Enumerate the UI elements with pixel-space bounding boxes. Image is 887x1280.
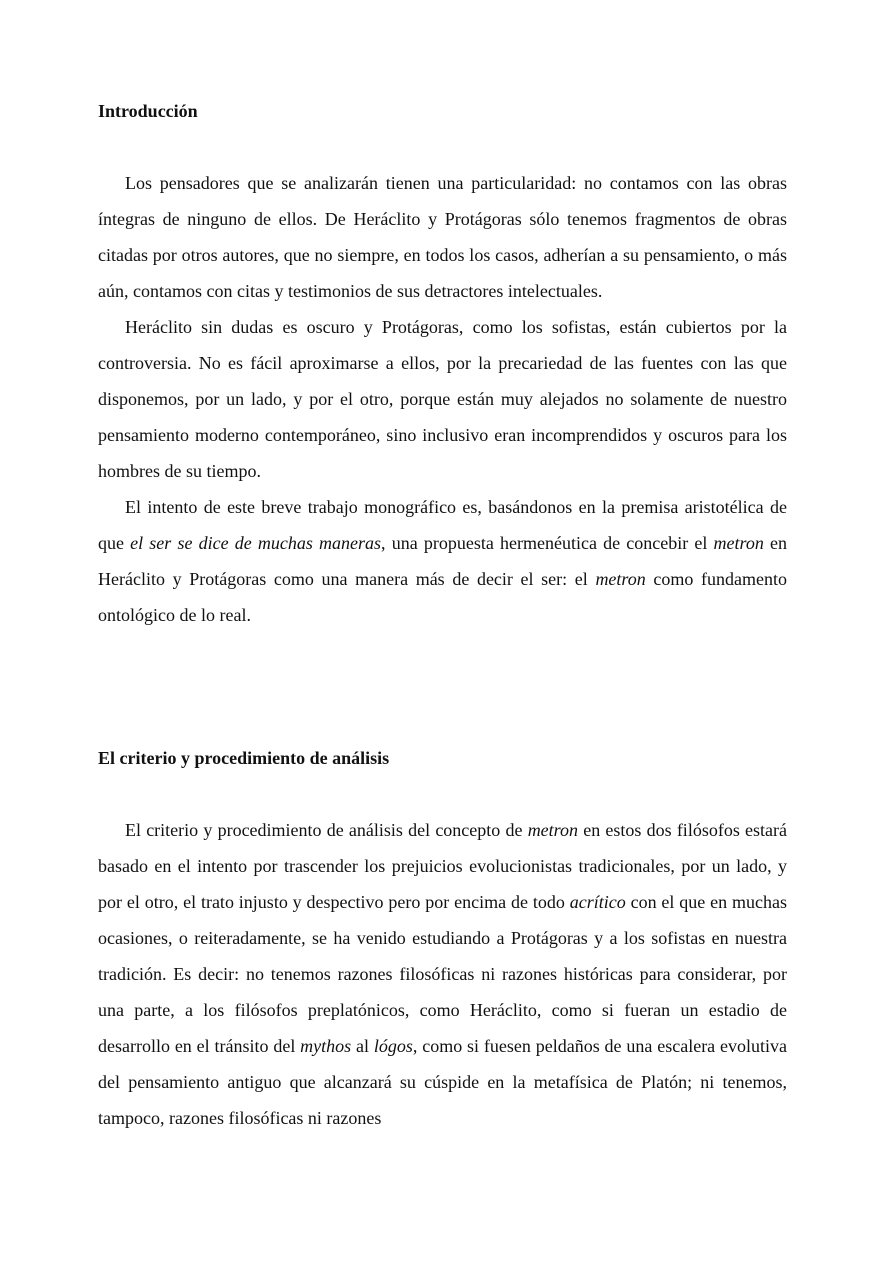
text-run: El criterio y procedimiento de análisis del concepto de	[125, 820, 528, 840]
italic-term: el ser se dice de muchas maneras	[130, 533, 382, 553]
text-run: , como si fuesen peldaños de una escalera evolutiva del pensamiento antiguo que alcanzará su cúspide en la metafísica de Platón; ni tenemos, tampoco, razones filosóficas ni razones	[98, 1036, 787, 1128]
italic-term: metron	[713, 533, 764, 553]
paragraph	[98, 309, 787, 489]
text-run: al	[351, 1036, 374, 1056]
italic-term: metron	[527, 820, 579, 840]
text-run: , una propuesta hermenéutica de concebir el	[381, 533, 714, 553]
text-run: con el que en muchas ocasiones, o reiteradamente, se ha venido estudiando a Protágoras y a los sofistas en nuestra tradición. Es decir: no tenemos razones filosóficas ni razones históricas para considerar, por una parte, a los filósofos preplatónicos, como Heráclito, como si fueran un estadio de desarrollo en el tránsito del	[98, 892, 787, 1056]
text-run: Heráclito sin dudas es oscuro y Protágoras, como los sofistas, están cubiertos por la controversia. No es fácil aproximarse a ellos, por la precariedad de las fuentes con las que disponemos, por un lado, y por el otro, porque están muy alejados no solamente de nuestro pensamiento moderno contemporáneo, sino inclusivo eran incomprendidos y oscuros para los hombres de su tiempo.	[98, 317, 787, 481]
section-heading-criterio: El criterio y procedimiento de análisis	[98, 748, 390, 768]
paragraph	[98, 165, 787, 309]
section-body-criterio	[98, 812, 787, 1136]
text-run: El intento de este breve trabajo monográfico es, basándonos en la premisa aristotélica de que	[98, 497, 787, 553]
text-run: como fundamento ontológico de lo real.	[98, 569, 787, 625]
text-run: Los pensadores que se analizarán tienen una particularidad: no contamos con las obras íntegras de ninguno de ellos. De Heráclito y Protágoras sólo tenemos fragmentos de obras citadas por otros autores, que no siempre, en todos los casos, adherían a su pensamiento, o más aún, contamos con citas y testimonios de sus detractores intelectuales.	[98, 173, 787, 301]
italic-term: mythos	[300, 1036, 352, 1056]
section-body-introduccion	[98, 165, 787, 633]
paragraph	[98, 489, 787, 633]
section-heading-introduccion: Introducción	[98, 101, 198, 121]
italic-term: acrítico	[569, 892, 626, 912]
paragraph	[98, 812, 787, 1136]
text-run: en Heráclito y Protágoras como una manera más de decir el ser: el	[98, 533, 787, 589]
text-run: en estos dos filósofos estará basado en el intento por trascender los prejuicios evolucionistas tradicionales, por un lado, y por el otro, el trato injusto y despectivo pero por encima de todo	[98, 820, 787, 912]
italic-term: metron	[595, 569, 646, 589]
italic-term: lógos	[373, 1036, 413, 1056]
